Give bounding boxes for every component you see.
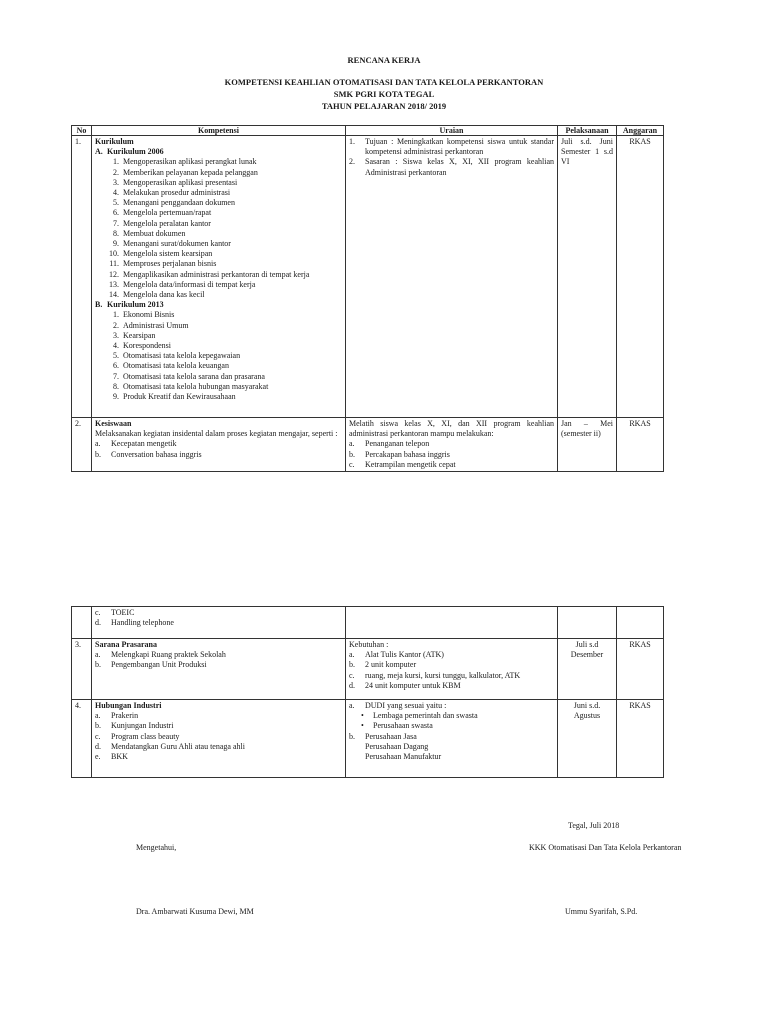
doc-subtitle: KOMPETENSI KEAHLIAN OTOMATISASI DAN TATA KELOLA PERKANTORAN [224,77,544,87]
list-item: 1. Ekonomi Bisnis [113,310,175,320]
anggaran-cell: RKAS [617,639,664,700]
place-date: Tegal, Juli 2018 [568,821,620,830]
signer-left-name: Dra. Ambarwati Kusuma Dewi, MM [136,907,254,916]
curriculum-2013-list [95,310,342,402]
list-item: 8. Membuat dokumen [113,228,186,238]
list-item: 2. Memberikan pelayanan kepada pelanggan [113,167,258,177]
uraian-cell [346,418,558,472]
uraian-item-continued: Perusahaan Dagang Perusahaan Manufaktur [365,741,442,762]
list-item: 7. Mengelola peralatan kantor [113,218,211,228]
list-item: 10. Mengelola sistem kearsipan [109,249,213,259]
work-plan-table-continued [71,606,664,778]
list-item: a. Kecepatan mengetik [95,439,177,449]
list-item: e. BKK [95,752,128,762]
pelaksanaan-text: Juli s.d. Juni Semester 1 s.d VI [561,137,613,167]
school-name: SMK PGRI KOTA TEGAL [333,89,435,99]
uraian-item: b. 2 unit komputer [349,660,417,670]
bullet-icon: • [361,711,364,721]
uraian-item: c. Ketrampilan mengetik cepat [349,459,456,469]
uraian-intro: Kebutuhan : [349,640,389,649]
col-header-uraian: Uraian [346,126,558,136]
uraian-item: b. Percakapan bahasa inggris [349,449,450,459]
table-row [72,418,664,472]
list-item: b. Conversation bahasa inggris [95,449,202,459]
row-number: 3. [72,639,92,700]
pelaksanaan-note: (semester ii) [561,429,601,439]
list-item: d. Mendatangkan Guru Ahli atau tenaga ahli [95,741,245,751]
uraian-item: b. Perusahaan Jasa [349,731,417,741]
anggaran-cell: RKAS [617,418,664,472]
list-item: 9. Menangani surat/dokumen kantor [113,239,231,249]
list-item: b. Kunjungan Industri [95,721,174,731]
list-item: 1. Mengoperasikan aplikasi perangkat lunak [113,157,257,167]
list-item: 4. Melakukan prosedur administrasi [113,188,231,198]
table-row [72,136,664,418]
list-item: 5. Otomatisasi tata kelola kepegawaian [113,351,241,361]
col-header-kompetensi: Kompetensi [92,126,346,136]
approval-label: Mengetahui, [136,843,177,852]
table-row [72,700,664,778]
row-number: 1. [72,136,92,418]
uraian-item: a. DUDI yang sesuai yaitu : [349,701,447,710]
table-row [72,607,664,639]
pelaksanaan-cell: Juni s.d. Agustus [558,700,617,778]
list-item: a. Melengkapi Ruang praktek Sekolah [95,650,226,660]
col-header-no: No [72,126,92,136]
curriculum-heading: A. Kurikulum 2006 [95,147,164,157]
sarana-list [95,650,342,670]
list-item: 3. Kearsipan [113,330,156,340]
list-item: 7. Otomatisasi tata kelola sarana dan prasarana [113,371,265,381]
uraian-item: c. ruang, meja kursi, kursi tunggu, kalkulator, ATK [349,670,521,680]
list-item: 5. Menangani penggandaan dokumen [113,198,235,208]
work-plan-table [71,125,664,472]
pelaksanaan-cell [558,136,617,418]
table-row [72,639,664,700]
bullet-item: • Perusahaan swasta [361,721,433,731]
list-item: 2. Administrasi Umum [113,320,189,330]
uraian-intro: Melatih siswa kelas X, XI, dan XII program keahlian administrasi perkantoran mampu melakukan: [349,419,554,439]
uraian-list [349,439,554,470]
kesiswaan-list [95,439,342,459]
col-header-pelaksanaan: Pelaksanaan [558,126,617,136]
list-item: 8. Otomatisasi tata kelola hubungan masyarakat [113,381,269,391]
curriculum-2006-list [95,157,342,300]
uraian-item: 1. Tujuan : Meningkatkan kompetensi siswa untuk standar kompetensi administrasi perkantoran [349,137,554,157]
list-item: 9. Produk Kreatif dan Kewirausahaan [113,392,236,402]
kompetensi-cell [92,607,346,639]
uraian-item: a. Alat Tulis Kantor (ATK) [349,650,444,660]
hubungan-industri-list [95,711,342,762]
list-item: 4. Korespondensi [113,341,171,351]
kkk-label: KKK Otomatisasi Dan Tata Kelola Perkantoran [529,843,682,852]
row-number: 2. [72,418,92,472]
list-item: 6. Mengelola pertemuan/rapat [113,208,212,218]
section-title: Kurikulum [95,137,134,146]
list-item: 12. Mengaplikasikan administrasi perkantoran di tempat kerja [109,269,310,279]
uraian-list [349,137,554,178]
pelaksanaan-range: Jan – Mei [561,419,613,428]
kompetensi-cell [92,136,346,418]
section-title: Sarana Prasarana [95,640,157,649]
list-item: b. Pengembangan Unit Produksi [95,660,207,670]
kompetensi-cell [92,700,346,778]
bullet-icon: • [361,721,364,731]
curriculum-heading: B. Kurikulum 2013 [95,300,164,310]
kesiswaan-list-continued [95,608,342,628]
bullet-item: • Lembaga pemerintah dan swasta [361,711,478,721]
academic-year: TAHUN PELAJARAN 2018/ 2019 [321,101,447,111]
uraian-item: a. Penanganan telepon [349,439,430,449]
list-item: a. Prakerin [95,711,139,721]
list-item: 3. Mengoperasikan aplikasi presentasi [113,177,238,187]
uraian-item: 2. Sasaran : Siswa kelas X, XI, XII program keahlian Administrasi perkantoran [349,157,554,177]
list-item: c. TOEIC [95,608,135,617]
table-header-row [72,126,664,136]
list-item: 6. Otomatisasi tata kelola keuangan [113,361,229,371]
doc-title: RENCANA KERJA [347,55,421,65]
list-item: 13. Mengelola data/informasi di tempat kerja [109,279,256,289]
pelaksanaan-cell [558,418,617,472]
uraian-cell [346,700,558,778]
anggaran-cell: RKAS [617,700,664,778]
section-title: Hubungan Industri [95,701,162,710]
anggaran-cell: RKAS [617,136,664,418]
section-title: Kesiswaan [95,419,132,428]
list-item: 14. Mengelola dana kas kecil [109,290,205,300]
uraian-item: d. 24 unit komputer untuk KBM [349,680,461,690]
kompetensi-cell [92,418,346,472]
col-header-anggaran: Anggaran [617,126,664,136]
signer-right-name: Ummu Syarifah, S.Pd. [565,907,638,916]
section-desc: Melaksanakan kegiatan insidental dalam proses kegiatan mengajar, seperti : [95,429,338,439]
list-item: c. Program class beauty [95,731,180,741]
kompetensi-cell [92,639,346,700]
row-number: 4. [72,700,92,778]
uraian-cell [346,136,558,418]
dudi-bullet-list [349,711,554,731]
uraian-cell [346,639,558,700]
uraian-list [349,650,554,691]
pelaksanaan-cell: Juli s.d Desember [558,639,617,700]
list-item: 11. Memproses perjalanan bisnis [109,259,217,269]
list-item: d. Handling telephone [95,618,174,628]
